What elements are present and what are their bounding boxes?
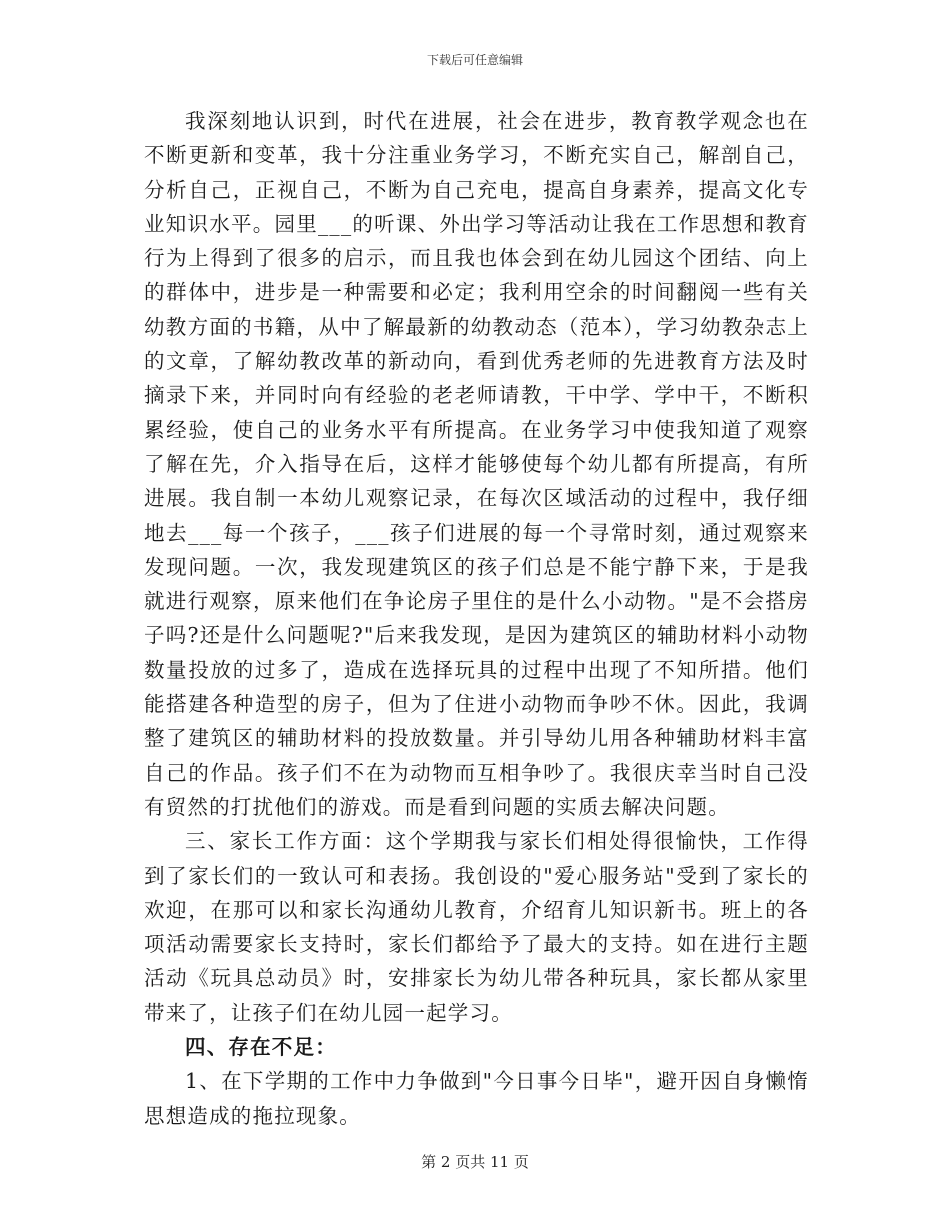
page-header: 下载后可任意编辑 [426,53,523,67]
document-body [144,104,809,1133]
paragraph-parent-work: 三、家长工作方面：这个学期我与家长们相处得很愉快，工作得到了家长们的一致认可和表扬。我创设的"爱心服务站"受到了家长的欢迎，在那可以和家长沟通幼儿教育，介绍育儿知识新书。班上的各项活动需要家长支持时，家长们都给予了最大的支持。如在进行主题活动《玩具总动员》时，安排家长为幼儿带各种玩具，家长都从家里带来了，让孩子们在幼儿园一起学习。 [144,829,809,1025]
paragraph-professional-study: 我深刻地认识到，时代在进展，社会在进步，教育教学观念也在不断更新和变革，我十分注重业务学习，不断充实自己，解剖自己，分析自己，正视自己，不断为自己充电，提高自身素养，提高文化专业知识水平。园里___的听课、外出学习等活动让我在工作思想和教育行为上得到了很多的启示，而且我也体会到在幼儿园这个团结、向上的群体中，进步是一种需要和必定；我利用空余的时间翻阅一些有关幼教方面的书籍，从中了解最新的幼教动态（范本），学习幼教杂志上的文章，了解幼教改革的新动向，看到优秀老师的先进教育方法及时摘录下来，并同时向有经验的老老师请教，干中学、学中干，不断积累经验，使自己的业务水平有所提高。在业务学习中使我知道了观察了解在先，介入指导在后，这样才能够使每个幼儿都有所提高，有所进展。我自制一本幼儿观察记录，在每次区域活动的过程中，我仔细地去___每一个孩子，___孩子们进展的每一个寻常时刻，通过观察来发现问题。一次，我发现建筑区的孩子们总是不能宁静下来，于是我就进行观察，原来他们在争论房子里住的是什么小动物。"是不会搭房子吗?还是什么问题呢?"后来我发现，是因为建筑区的辅助材料小动物数量投放的过多了，造成在选择玩具的过程中出现了不知所措。他们能搭建各种造型的房子，但为了住进小动物而争吵不休。因此，我调整了建筑区的辅助材料的投放数量。并引导幼儿用各种辅助材料丰富自己的作品。孩子们不在为动物而互相争吵了。我很庆幸当时自己没有贸然的打扰他们的游戏。而是看到问题的实质去解决问题。 [144,109,809,819]
page-number-footer: 第 2 页共 11 页 [421,1153,529,1171]
paragraph-shortcoming-1: 1、在下学期的工作中力争做到"今日事今日毕"，避开因自身懒惰思想造成的拖拉现象。 [144,1069,809,1128]
section-heading-shortcomings: 四、存在不足： [185,1035,337,1060]
